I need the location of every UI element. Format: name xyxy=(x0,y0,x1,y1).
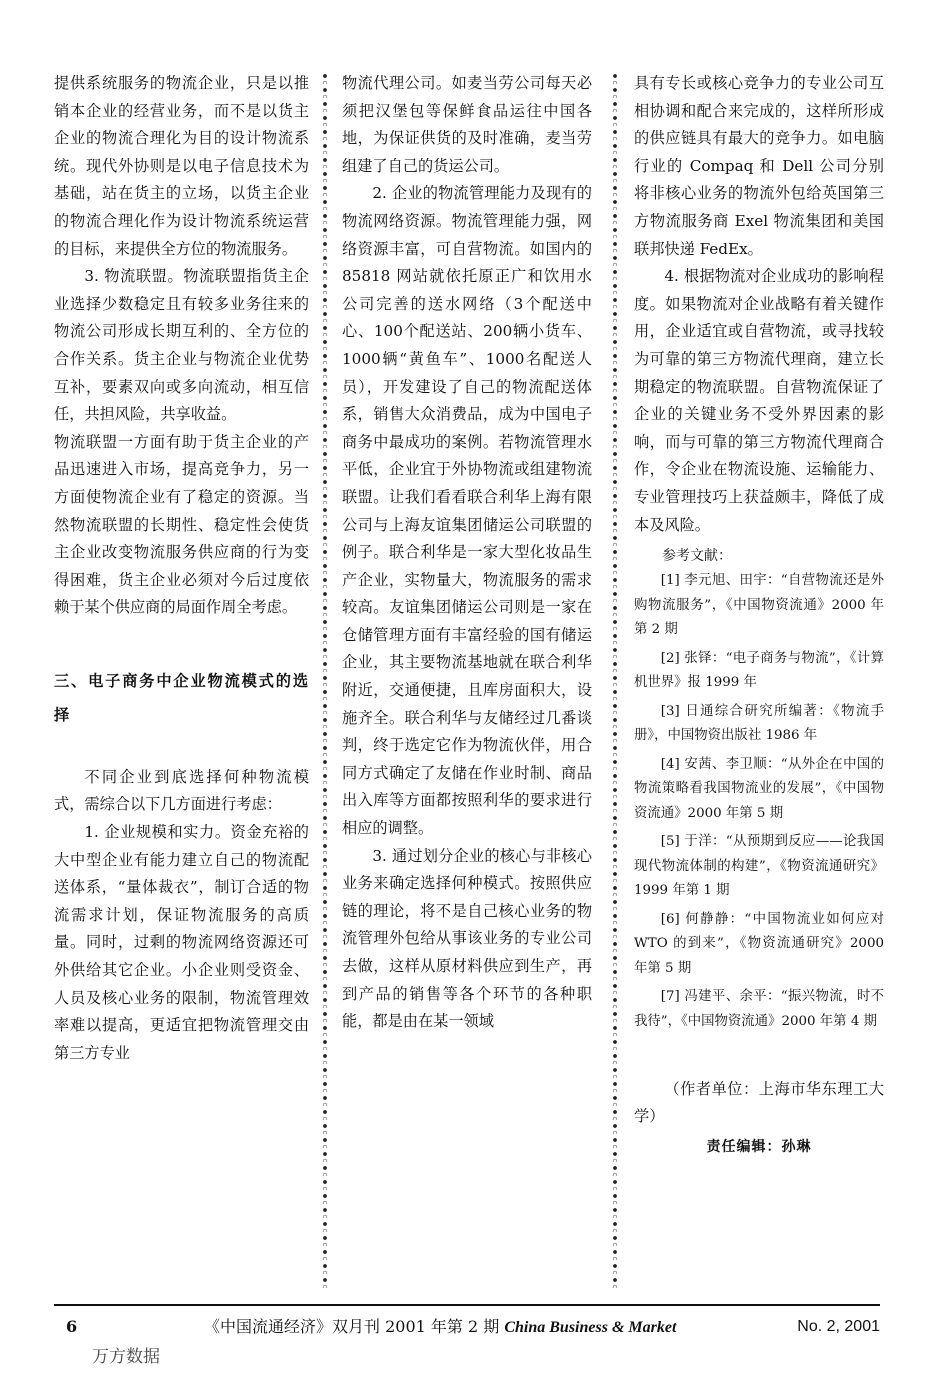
reference-item: [4] 安茜、李卫顺：“从外企在中国的物流策略看我国物流业的发展”，《中国物资流通》2000 年第 5 期 xyxy=(634,756,884,821)
column-divider xyxy=(610,70,620,1292)
section-heading: 三、电子商务中企业物流模式的选择 xyxy=(54,671,309,724)
text-column-3 xyxy=(634,70,884,1162)
paragraph: 不同企业到底选择何种物流模式，需综合以下几方面进行考虑： xyxy=(54,767,309,814)
text-column-2 xyxy=(342,70,592,1036)
paragraph: 3. 通过划分企业的核心与非核心业务来确定选择何种模式。按照供应链的理论，将不是自己核心业务的物流管理外包给从事该业务的专业公司去做，这样从原材料供应到生产，再到产品的销售等各个环节的各种职能，都是由在某一领域 xyxy=(342,846,592,1031)
paragraph: 3. 物流联盟。物流联盟指货主企业选择少数稳定且有较多业务往来的物流公司形成长期互利的、全方位的合作关系。货主企业与物流企业优势互补，要素双向或多向流动，相互信任，共担风险，共享收益。 xyxy=(54,267,309,424)
responsible-editor: 责任编辑：孙琳 xyxy=(706,1139,812,1156)
issue-label: No. 2, 2001 xyxy=(797,1318,880,1335)
text-column-1 xyxy=(54,70,309,1067)
paragraph: 物流联盟一方面有助于货主企业的产品迅速进入市场，提高竞争力，另一方面使物流企业有了稳定的资源。当然物流联盟的长期性、稳定性会使货主企业改变物流服务供应商的行为变得困难，货主企业必须对今后过度依赖于某个供应商的局面作周全考虑。 xyxy=(54,432,309,617)
paragraph: 物流代理公司。如麦当劳公司每天必须把汉堡包等保鲜食品运往中国各地，为保证供货的及时准确，麦当劳组建了自己的货运公司。 xyxy=(342,74,592,175)
references-list xyxy=(634,569,884,1034)
reference-item: [2] 张铎：“电子商务与物流”，《计算机世界》报 1999 年 xyxy=(634,650,884,691)
footer-rule xyxy=(54,1304,880,1306)
journal-title-cn: 《中国流通经济》双月刊 2001 年第 2 期 xyxy=(204,1317,500,1336)
paragraph: 4. 根据物流对企业成功的影响程度。如果物流对企业战略有着关键作用，企业适宜或自营物流，或寻找较为可靠的第三方物流代理商，建立长期稳定的物流联盟。自营物流保证了企业的关键业务不受外界因素的影响，而与可靠的第三方物流代理商合作，令企业在物流设施、运输能力、专业管理技巧上获益颇丰，降低了成本及风险。 xyxy=(634,267,884,534)
reference-item: [7] 冯建平、余平：“振兴物流，时不我待”，《中国物资流通》2000 年第 4 期 xyxy=(634,989,884,1029)
paragraph: 具有专长或核心竞争力的专业公司互相协调和配合来完成的，这样所形成的供应链具有最大的竞争力。如电脑行业的 Compaq 和 Dell 公司分别将非核心业务的物流外包给英国第三方物流服务商 Exel 物流集团和美国联邦快递 FedEx。 xyxy=(634,74,884,258)
reference-item: [3] 日通综合研究所编著：《物流手册》，中国物资出版社 1986 年 xyxy=(634,703,884,744)
journal-title xyxy=(204,1312,676,1343)
journal-title-en: China Business & Market xyxy=(504,1319,677,1336)
page-footer xyxy=(54,1312,880,1342)
paragraph: 1. 企业规模和实力。资金充裕的大中型企业有能力建立自己的物流配送体系，“量体裁衣”，制订合适的物流需求计划，保证物流服务的高质量。同时，过剩的物流网络资源还可外供给其它企业。小企业则受资金、人员及核心业务的限制，物流管理效率难以提高，更适宜把物流管理交由第三方专业 xyxy=(54,823,309,1062)
reference-item: [6] 何静静：“中国物流业如何应对 WTO 的到来”，《物资流通研究》2000 年第 5 期 xyxy=(634,911,884,976)
reference-item: [1] 李元旭、田宇：“自营物流还是外购物流服务”，《中国物资流通》2000 年第 2 期 xyxy=(634,573,884,638)
paragraph: 2. 企业的物流管理能力及现有的物流网络资源。物流管理能力强，网络资源丰富，可自营物流。如国内的 85818 网站就依托原正广和饮用水公司完善的送水网络（3个配送中心、100个配送站、200辆小货车、1000辆“黄鱼车”、1000名配送人员），开发建设了自己的物流配送体系，销售大众消费品，成为中国电子商务中最成功的案例。若物流管理水平低，企业宜于外协物流或组建物流联盟。让我们看看联合利华上海有限公司与上海友谊集团储运公司联盟的例子。联合利华是一家大型化妆品生产企业，实物量大，物流服务的需求较高。友谊集团储运公司则是一家在仓储管理方面有丰富经验的国有储运企业，其主要物流基地就在联合利华附近，交通便捷，且库房面积大，设施齐全。联合利华与友储经过几番谈判，终于选定它作为物流伙伴，用合同方式确定了友储在作业时制、商品出入库等方面都按照利华的要求进行相应的调整。 xyxy=(342,184,592,838)
paragraph: 提供系统服务的物流企业，只是以推销本企业的经营业务，而不是以货主企业的物流合理化为目的设计物流系统。现代外协则是以电子信息技术为基础，站在货主的立场，以货主企业的物流合理化作为设计物流系统运营的目标，来提供全方位的物流服务。 xyxy=(54,74,309,258)
references-heading: 参考文献： xyxy=(662,548,732,565)
watermark: 万方数据 xyxy=(92,1347,160,1367)
author-affiliation: （作者单位：上海市华东理工大学） xyxy=(634,1080,884,1126)
column-divider xyxy=(320,70,330,1292)
reference-item: [5] 于洋：“从预期到反应——论我国现代物流体制的构建”，《物资流通研究》1999 年第 1 期 xyxy=(634,834,884,899)
page-number: 6 xyxy=(66,1317,78,1336)
